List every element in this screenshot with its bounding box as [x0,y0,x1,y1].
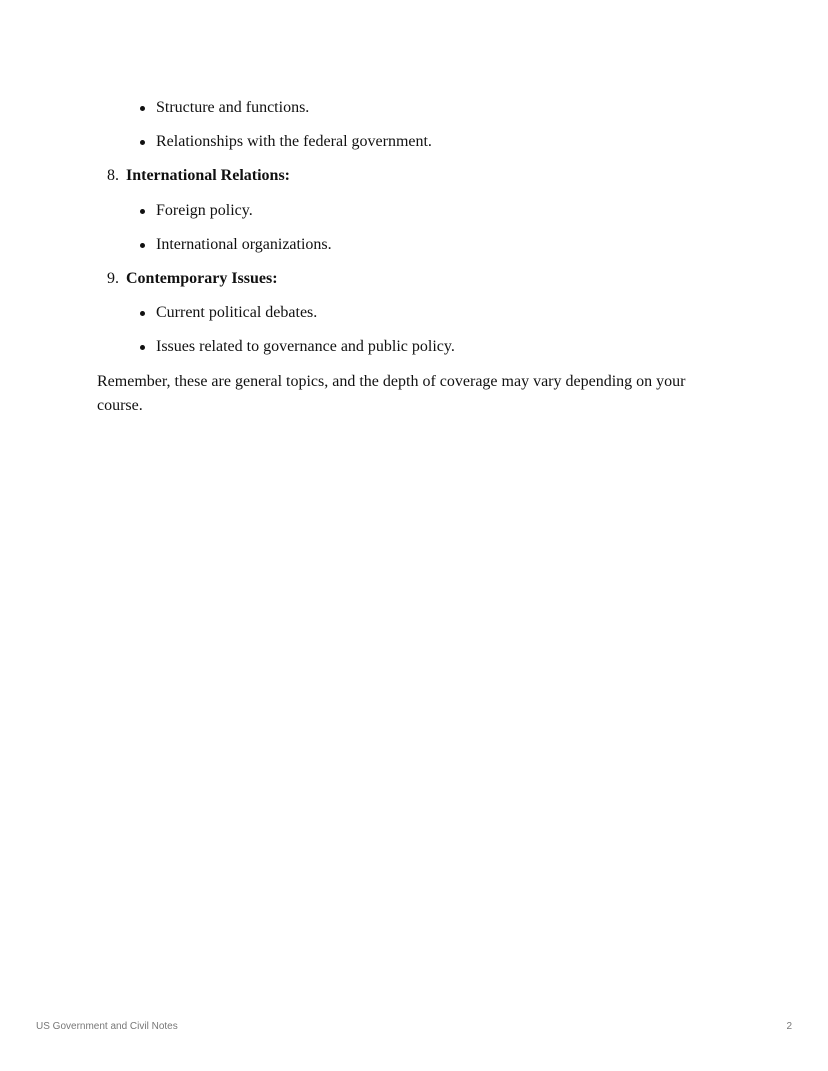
footer-title: US Government and Civil Notes [36,1021,178,1032]
bullet-icon [140,140,145,145]
bullet-icon [140,311,145,316]
bullet-icon [140,345,145,350]
closing-paragraph: Remember, these are general topics, and the depth of coverage may vary depending on your course. [97,373,686,414]
bullet-icon [140,209,145,214]
bullet-icon [140,106,145,111]
bullet-icon [140,243,145,248]
page-number: 2 [786,1021,792,1032]
